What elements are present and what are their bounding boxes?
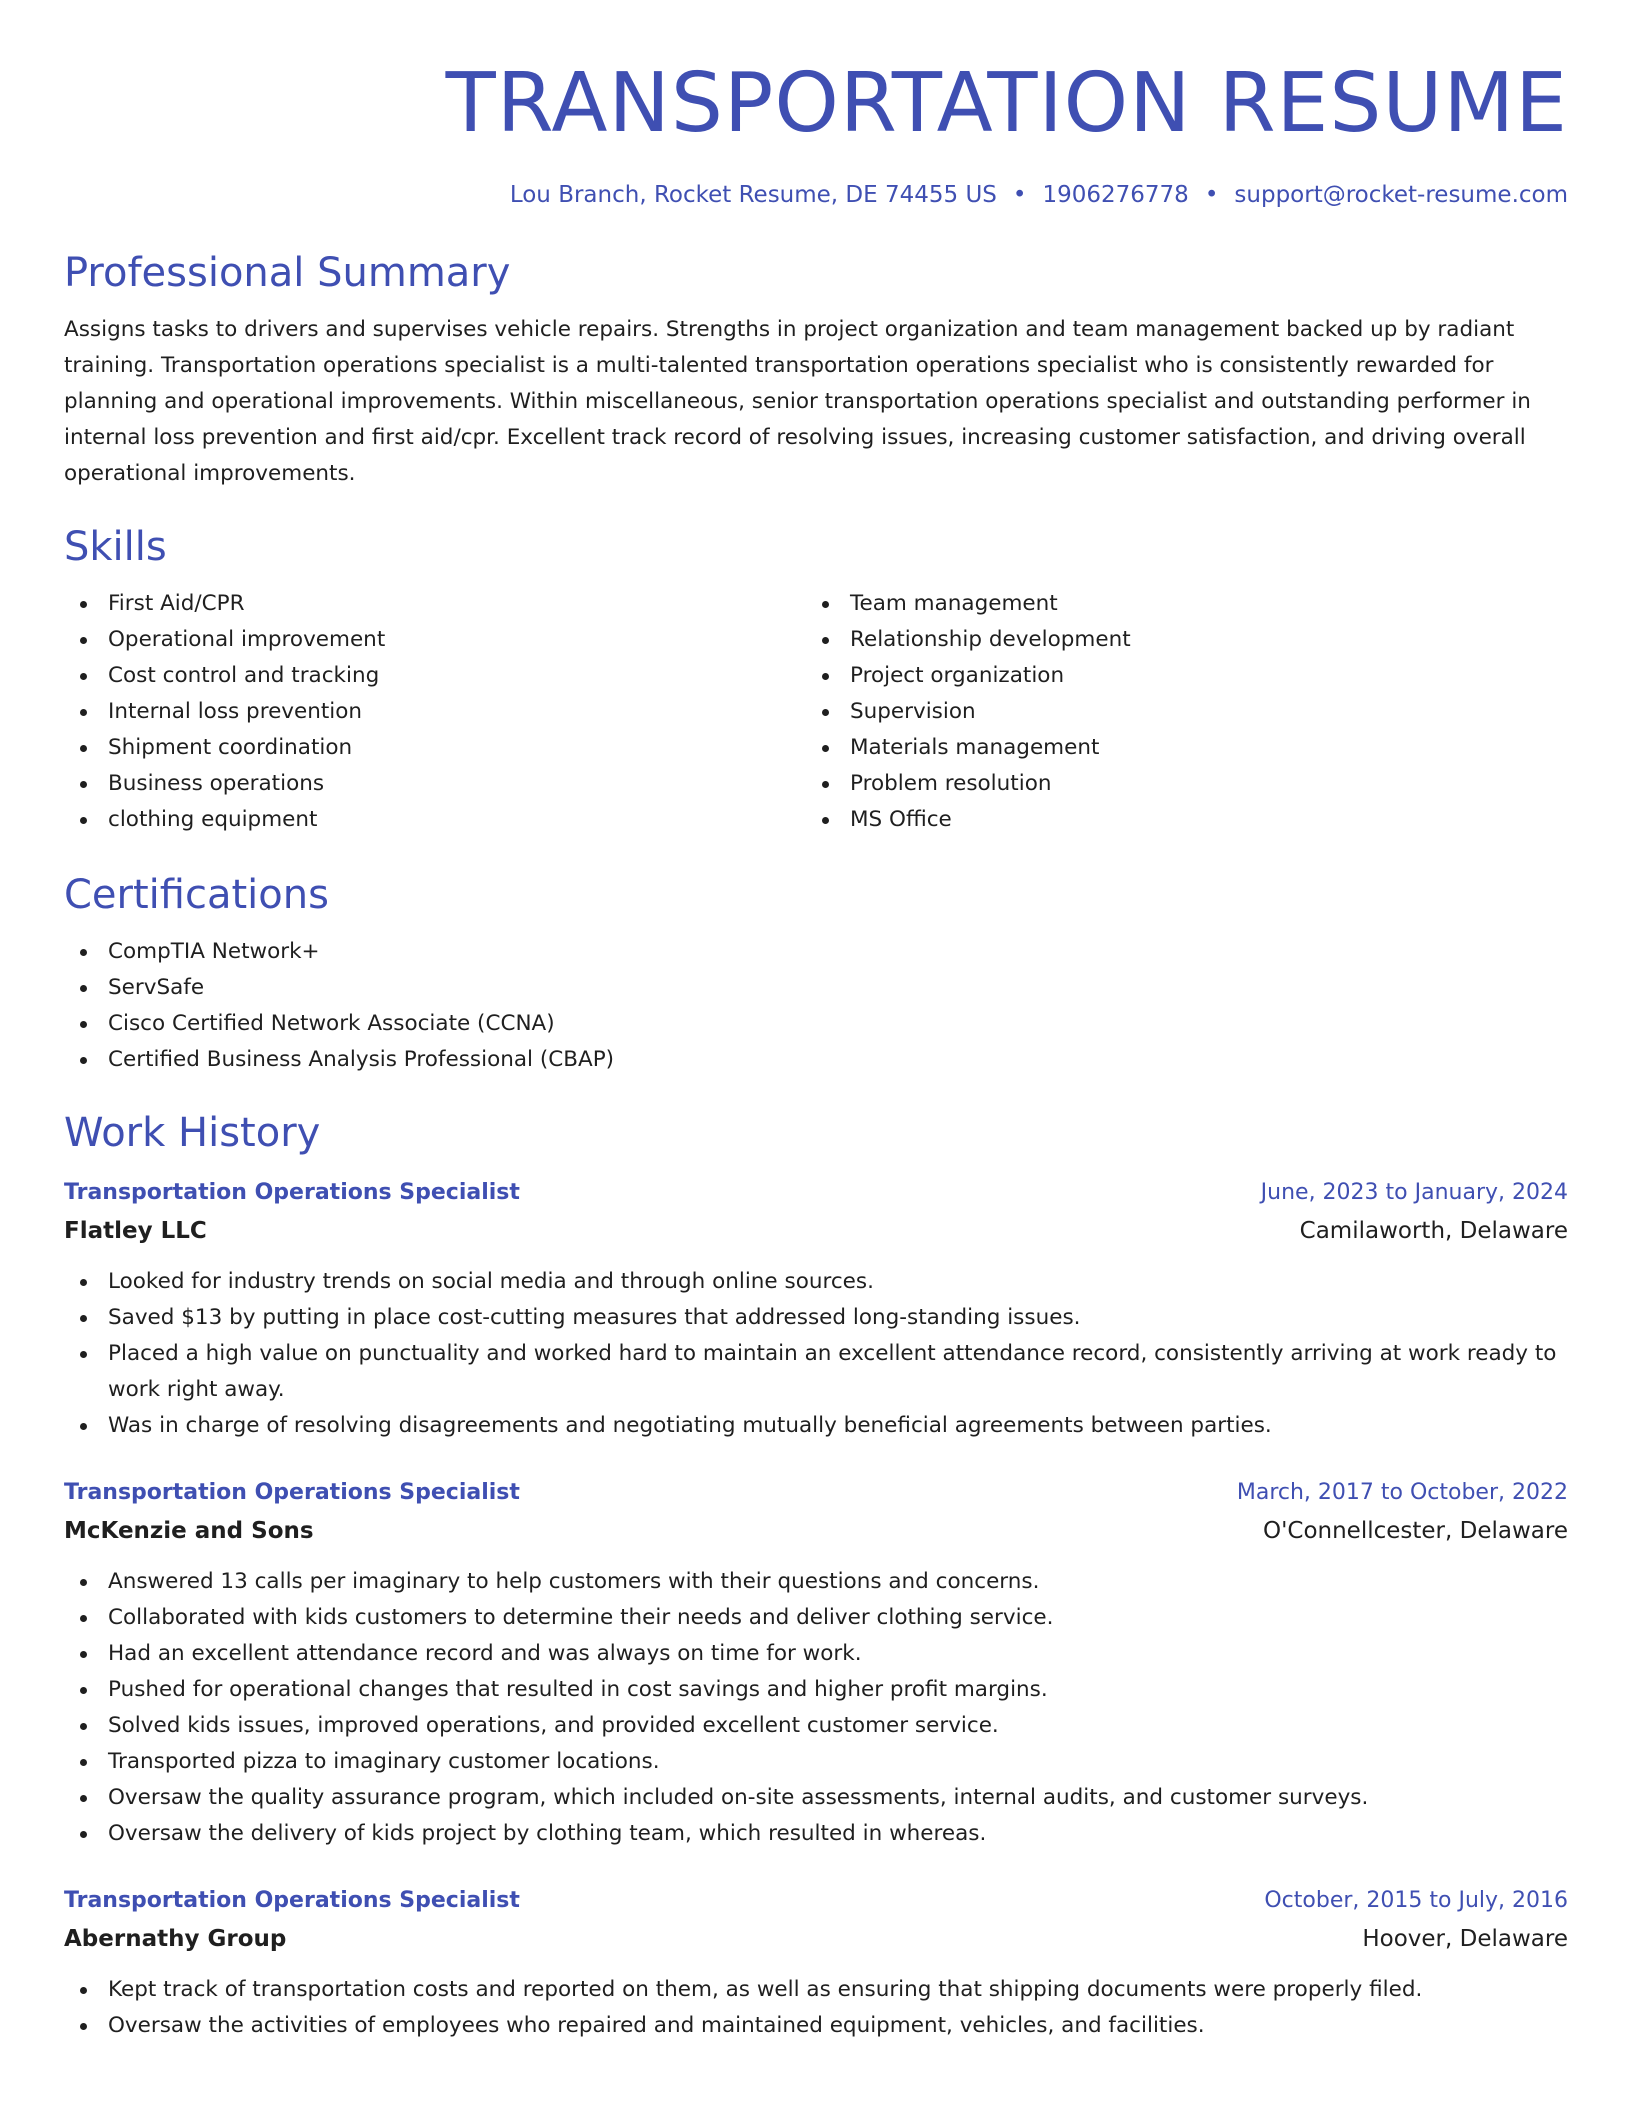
skill-item: Business operations [64,766,806,802]
job-bullet: Kept track of transportation costs and reported on them, as well as ensuring that shipping documents were properly filed. [64,1972,1568,2008]
skill-item: Internal loss prevention [64,694,806,730]
job-company: Flatley LLC [64,1218,207,1244]
job-location: Hoover, Delaware [1362,1926,1568,1952]
job-title: Transportation Operations Specialist [64,1888,520,1913]
resume-header [64,56,1568,208]
job-bullets [64,1972,1568,2044]
skill-item: clothing equipment [64,802,806,838]
job-entry [64,1474,1568,1852]
skills-list-left [64,586,806,838]
job-title: Transportation Operations Specialist [64,1180,520,1205]
job-bullet: Answered 13 calls per imaginary to help customers with their questions and concerns. [64,1564,1568,1600]
contact-email: support@rocket-resume.com [1234,182,1568,208]
job-dates: June, 2023 to January, 2024 [1260,1180,1568,1205]
certification-item: Cisco Certified Network Associate (CCNA) [64,1006,1568,1042]
job-company: Abernathy Group [64,1926,287,1952]
contact-line [64,182,1568,208]
contact-phone: 1906276778 [1042,182,1189,208]
job-bullets [64,1564,1568,1852]
job-bullets [64,1264,1568,1444]
skills-columns [64,586,1568,838]
job-bullet: Oversaw the delivery of kids project by clothing team, which resulted in whereas. [64,1816,1568,1852]
skill-item: Team management [806,586,1548,622]
job-bullet: Saved $13 by putting in place cost-cutting measures that addressed long-standing issues. [64,1300,1568,1336]
job-dates: March, 2017 to October, 2022 [1236,1480,1568,1505]
job-title: Transportation Operations Specialist [64,1480,520,1505]
summary-heading: Professional Summary [64,250,511,296]
skills-list-right [806,586,1548,838]
job-title-row [64,1174,1568,1212]
certification-item: ServSafe [64,970,1568,1006]
job-company-row [64,1212,1568,1250]
job-bullet: Oversaw the quality assurance program, which included on-site assessments, internal audits, and customer surveys. [64,1780,1568,1816]
certifications-list [64,934,1568,1078]
job-bullet: Solved kids issues, improved operations, and provided excellent customer service. [64,1708,1568,1744]
summary-text: Assigns tasks to drivers and supervises vehicle repairs. Strengths in project organization and team management backed up by radiant training. Transportation operations specialist is a multi-talented transportation operations specialist who is consistently rewarded for planning and operational improvements. Within miscellaneous, senior transportation operations specialist and outstanding performer in internal loss prevention and first aid/cpr. Excellent track record of resolving issues, increasing customer satisfaction, and driving overall operational improvements. [64,317,1531,486]
skills-heading: Skills [64,524,167,570]
job-company: McKenzie and Sons [64,1518,314,1544]
certifications-heading: Certifications [64,872,329,918]
job-location: Camilaworth, Delaware [1299,1218,1568,1244]
skill-item: Cost control and tracking [64,658,806,694]
skill-item: Relationship development [806,622,1548,658]
certification-item: Certified Business Analysis Professional (CBAP) [64,1042,1568,1078]
certification-item: CompTIA Network+ [64,934,1568,970]
contact-separator: • [1012,182,1027,208]
contact-separator: • [1204,182,1219,208]
skill-item: Supervision [806,694,1548,730]
job-dates: October, 2015 to July, 2016 [1264,1888,1568,1913]
job-entry [64,1882,1568,2044]
skill-item: Materials management [806,730,1548,766]
job-company-row [64,1920,1568,1958]
skill-item: Problem resolution [806,766,1548,802]
job-bullet: Looked for industry trends on social media and through online sources. [64,1264,1568,1300]
skill-item: Project organization [806,658,1548,694]
job-bullet: Placed a high value on punctuality and worked hard to maintain an excellent attendance record, consistently arriving at work ready to work right away. [64,1336,1568,1408]
job-entry [64,1174,1568,1444]
skill-item: MS Office [806,802,1548,838]
job-location: O'Connellcester, Delaware [1262,1518,1568,1544]
job-title-row [64,1882,1568,1920]
skill-item: First Aid/CPR [64,586,806,622]
job-bullet: Collaborated with kids customers to determine their needs and deliver clothing service. [64,1600,1568,1636]
job-title-row [64,1474,1568,1512]
work-history-heading: Work History [64,1110,321,1156]
job-bullet: Oversaw the activities of employees who repaired and maintained equipment, vehicles, and facilities. [64,2008,1568,2044]
job-bullet: Pushed for operational changes that resulted in cost savings and higher profit margins. [64,1672,1568,1708]
resume-name: TRANSPORTATION RESUME [445,56,1568,151]
skill-item: Operational improvement [64,622,806,658]
job-bullet: Had an excellent attendance record and was always on time for work. [64,1636,1568,1672]
job-company-row [64,1512,1568,1550]
job-bullet: Transported pizza to imaginary customer locations. [64,1744,1568,1780]
skill-item: Shipment coordination [64,730,806,766]
contact-address: Lou Branch, Rocket Resume, DE 74455 US [509,182,997,208]
job-bullet: Was in charge of resolving disagreements and negotiating mutually beneficial agreements between parties. [64,1408,1568,1444]
